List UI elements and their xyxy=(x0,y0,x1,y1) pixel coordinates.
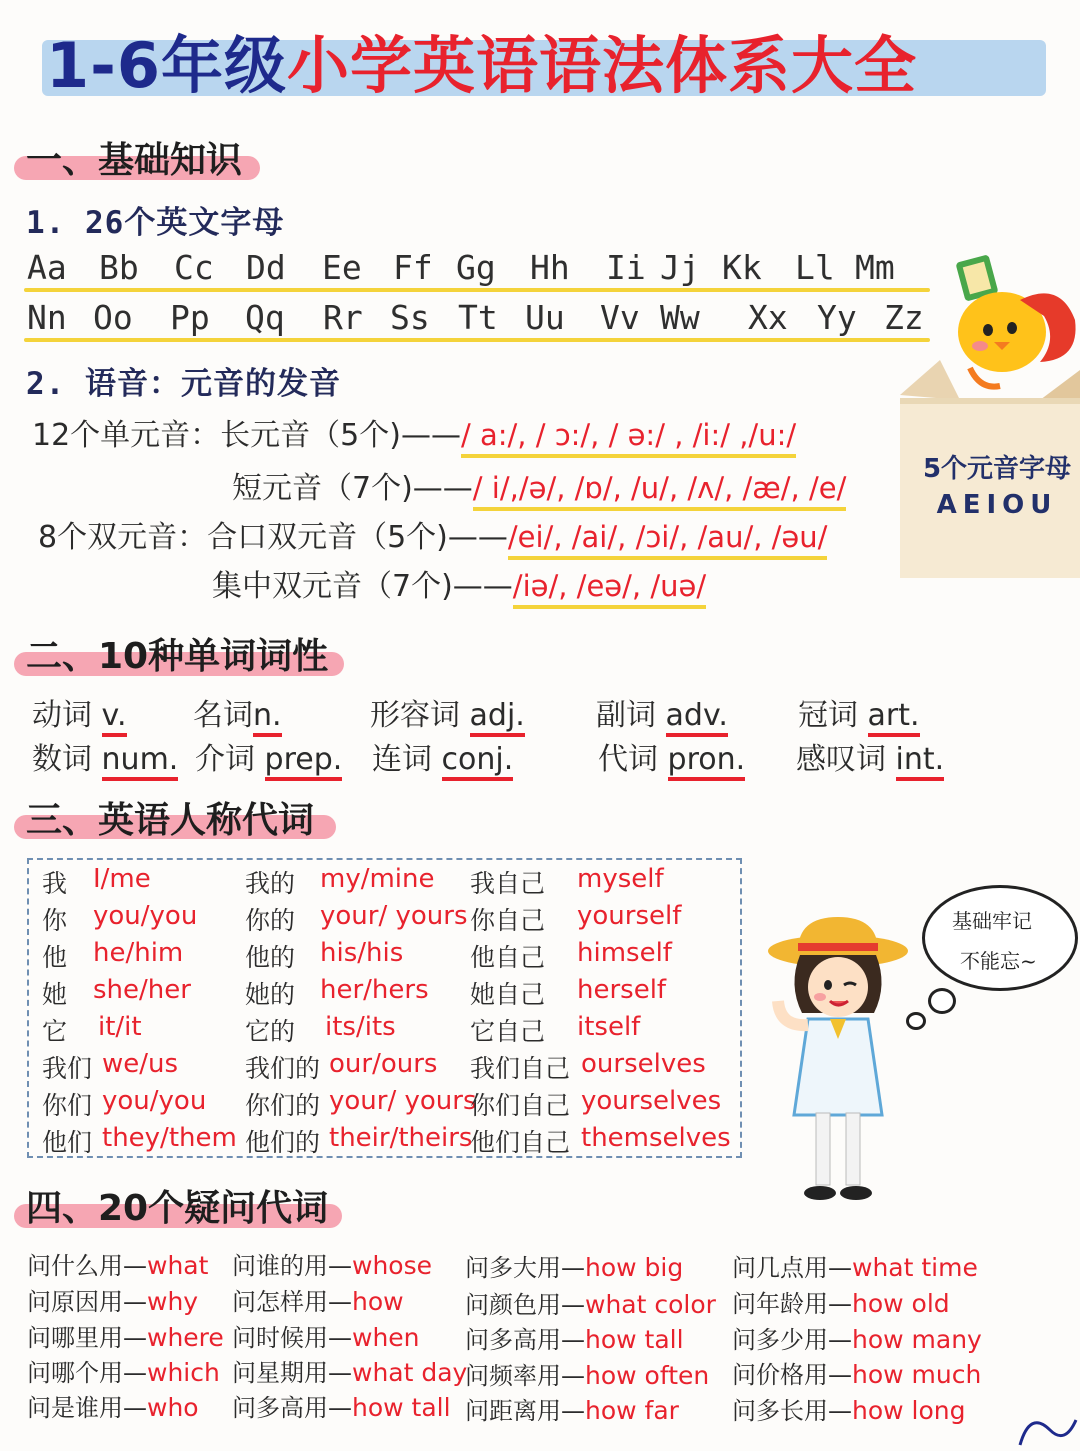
phonetics-label: 集中双元音（7个)—— xyxy=(212,569,513,604)
section-heading-question-words: 四、20个疑问代词 xyxy=(26,1188,329,1229)
possessive-en: his/his xyxy=(320,938,404,968)
phonetic-symbols: / a:/, / ɔ:/, / ə:/ , /i:/ ,/u:/ xyxy=(461,418,796,458)
letter-pair: Gg xyxy=(456,248,496,287)
possessive-zh: 我的 xyxy=(245,869,296,898)
word-class-zh: 感叹词 xyxy=(796,742,886,777)
question-zh: 问距离用— xyxy=(465,1397,585,1425)
question-zh: 问多高用— xyxy=(232,1394,352,1422)
possessive-zh: 它的 xyxy=(245,1017,296,1046)
title-main: 小学英语语法体系大全 xyxy=(287,29,918,102)
word-class-abbr: n. xyxy=(253,698,282,737)
page-title xyxy=(46,16,1066,105)
question-zh: 问原因用— xyxy=(27,1288,147,1316)
word-class-item xyxy=(598,734,745,778)
question-zh: 问价格用— xyxy=(732,1361,852,1389)
phonetics-label: 12个单元音：长元音（5个)—— xyxy=(32,418,461,453)
reflexive-zh: 他自己 xyxy=(470,943,546,972)
question-en: how long xyxy=(852,1396,966,1425)
question-item xyxy=(465,1320,684,1355)
question-zh: 问频率用— xyxy=(465,1362,585,1390)
possessive-en: my/mine xyxy=(320,864,435,894)
question-item xyxy=(465,1285,716,1320)
section-heading-basics: 一、基础知识 xyxy=(26,140,243,181)
question-zh: 问星期用— xyxy=(232,1359,352,1387)
question-en: how big xyxy=(585,1253,684,1282)
question-zh: 问时候用— xyxy=(232,1324,352,1352)
word-class-abbr: pron. xyxy=(668,742,746,781)
question-en: which xyxy=(147,1358,220,1387)
question-zh: 问几点用— xyxy=(732,1254,852,1282)
question-zh: 问多大用— xyxy=(465,1254,585,1282)
word-class-abbr: prep. xyxy=(265,742,343,781)
question-en: how tall xyxy=(585,1325,684,1354)
question-zh: 问什么用— xyxy=(27,1252,147,1280)
letter-pair: Yy xyxy=(817,298,857,337)
word-class-zh: 形容词 xyxy=(370,698,460,733)
girl-mascot-illustration xyxy=(758,915,918,1210)
question-item xyxy=(732,1391,966,1426)
pronoun-en: I/me xyxy=(93,864,151,894)
letter-pair: Pp xyxy=(170,298,210,337)
possessive-en: our/ours xyxy=(329,1049,438,1079)
pronoun-zh: 你们 xyxy=(42,1091,93,1120)
question-en: how old xyxy=(852,1289,950,1318)
phonetic-symbols: / i/,/ə/, /ɒ/, /u/, /ʌ/, /æ/, /e/ xyxy=(473,471,847,511)
question-en: how far xyxy=(585,1396,679,1425)
highlight-line xyxy=(24,288,930,292)
alphabet-row-1 xyxy=(0,248,940,288)
reflexive-zh: 你自己 xyxy=(470,906,546,935)
letter-pair: Bb xyxy=(99,248,139,287)
reflexive-zh: 它自己 xyxy=(470,1017,546,1046)
question-zh: 问哪里用— xyxy=(27,1324,147,1352)
letter-pair: Hh xyxy=(530,248,570,287)
letter-pair: Cc xyxy=(174,248,214,287)
word-class-abbr: adj. xyxy=(470,698,525,737)
word-class-item xyxy=(32,690,127,734)
word-class-abbr: art. xyxy=(868,698,920,737)
letter-pair: Ee xyxy=(322,248,362,287)
word-class-zh: 连词 xyxy=(372,742,432,777)
pronoun-zh: 我 xyxy=(42,869,68,898)
word-class-abbr: v. xyxy=(102,698,127,737)
question-item xyxy=(27,1282,198,1317)
pronoun-zh: 他们 xyxy=(42,1128,93,1157)
word-class-zh: 数词 xyxy=(32,742,92,777)
question-item xyxy=(732,1320,982,1355)
vowel-box-letters: AEIOU xyxy=(936,490,1058,520)
pronoun-en: they/them xyxy=(102,1123,237,1153)
word-class-abbr: num. xyxy=(102,742,179,781)
letter-pair: Ll xyxy=(795,248,835,287)
question-zh: 问多少用— xyxy=(732,1326,852,1354)
word-class-item xyxy=(796,734,944,778)
possessive-en: its/its xyxy=(325,1012,396,1042)
possessive-en: their/theirs xyxy=(329,1123,473,1153)
question-item xyxy=(732,1284,950,1319)
reflexive-en: ourselves xyxy=(581,1049,706,1079)
reflexive-en: himself xyxy=(577,938,672,968)
question-en: why xyxy=(147,1287,199,1316)
corner-doodle xyxy=(1010,1400,1080,1451)
possessive-en: your/ yours xyxy=(320,901,468,931)
letter-pair: Nn xyxy=(27,298,67,337)
question-item xyxy=(732,1355,981,1390)
pronoun-zh: 你 xyxy=(42,906,68,935)
question-zh: 问是谁用— xyxy=(27,1394,147,1422)
letter-pair: Rr xyxy=(323,298,363,337)
question-en: how tall xyxy=(352,1393,451,1422)
question-zh: 问年龄用— xyxy=(732,1290,852,1318)
word-class-item xyxy=(370,690,525,734)
letter-pair: Xx xyxy=(748,298,788,337)
question-zh: 问谁的用— xyxy=(232,1252,352,1280)
question-en: when xyxy=(352,1323,420,1352)
question-item xyxy=(232,1282,404,1317)
reflexive-zh: 他们自己 xyxy=(470,1128,571,1157)
phonetics-line-long xyxy=(32,410,796,454)
letter-pair: Zz xyxy=(884,298,924,337)
question-item xyxy=(732,1248,978,1283)
phonetics-label: 短元音（7个)—— xyxy=(232,471,473,506)
letter-pair: Ff xyxy=(393,248,433,287)
phonetics-line-centering xyxy=(212,561,706,605)
letter-pair: Ii xyxy=(606,248,646,287)
word-class-zh: 介词 xyxy=(195,742,255,777)
word-class-abbr: int. xyxy=(896,742,945,781)
pronoun-en: we/us xyxy=(102,1049,179,1079)
possessive-en: your/ yours xyxy=(329,1086,477,1116)
letter-pair: Aa xyxy=(27,248,67,287)
question-zh: 问多高用— xyxy=(465,1326,585,1354)
question-item xyxy=(27,1246,208,1281)
reflexive-zh: 我们自己 xyxy=(470,1054,571,1083)
pronoun-en: you/you xyxy=(93,901,198,931)
bubble-dot xyxy=(928,988,956,1014)
highlight-line xyxy=(24,338,930,342)
alphabet-row-2 xyxy=(0,298,940,338)
possessive-en: her/hers xyxy=(320,975,429,1005)
reflexive-zh: 她自己 xyxy=(470,980,546,1009)
bubble-line-2: 不能忘~ xyxy=(960,949,1037,973)
question-item xyxy=(232,1388,451,1423)
question-zh: 问多长用— xyxy=(732,1397,852,1425)
speech-bubble xyxy=(922,885,1078,991)
pronoun-rows xyxy=(0,864,740,1157)
alphabet-title: 1. 26个英文字母 xyxy=(26,205,285,241)
title-grade: 1-6年级 xyxy=(46,29,288,102)
question-item xyxy=(465,1391,679,1426)
possessive-zh: 你的 xyxy=(245,906,296,935)
question-item xyxy=(27,1318,224,1353)
phonetics-label: 8个双元音：合口双元音（5个)—— xyxy=(38,520,508,555)
word-class-zh: 副词 xyxy=(596,698,656,733)
letter-pair: Vv xyxy=(600,298,640,337)
possessive-zh: 他的 xyxy=(245,943,296,972)
word-class-item xyxy=(193,690,282,734)
word-class-zh: 动词 xyxy=(32,698,92,733)
question-zh: 问哪个用— xyxy=(27,1359,147,1387)
pronoun-en: you/you xyxy=(102,1086,207,1116)
word-class-item xyxy=(372,734,513,778)
question-en: where xyxy=(147,1323,224,1352)
letter-pair: Ss xyxy=(390,298,430,337)
pronoun-en: she/her xyxy=(93,975,191,1005)
phonetic-symbols: /iə/, /eə/, /uə/ xyxy=(513,569,706,609)
question-item xyxy=(465,1248,683,1283)
question-en: what xyxy=(147,1251,209,1280)
phonetics-title: 2. 语音：元音的发音 xyxy=(26,366,341,402)
pronoun-zh: 我们 xyxy=(42,1054,93,1083)
possessive-zh: 你们的 xyxy=(245,1091,321,1120)
letter-pair: Qq xyxy=(245,298,285,337)
question-item xyxy=(232,1246,432,1281)
word-class-item xyxy=(32,734,178,778)
question-en: how often xyxy=(585,1361,710,1390)
reflexive-en: myself xyxy=(577,864,664,894)
question-zh: 问怎样用— xyxy=(232,1288,352,1316)
question-item xyxy=(27,1388,199,1423)
question-en: how much xyxy=(852,1360,982,1389)
possessive-zh: 我们的 xyxy=(245,1054,321,1083)
reflexive-en: itself xyxy=(577,1012,641,1042)
word-class-zh: 代词 xyxy=(598,742,658,777)
word-class-zh: 冠词 xyxy=(798,698,858,733)
pronoun-en: it/it xyxy=(98,1012,142,1042)
pronoun-zh: 她 xyxy=(42,980,68,1009)
question-zh: 问颜色用— xyxy=(465,1291,585,1319)
question-en: what color xyxy=(585,1290,716,1319)
pronoun-zh: 他 xyxy=(42,943,68,972)
question-en: how many xyxy=(852,1325,982,1354)
letter-pair: Mm xyxy=(855,248,895,287)
pronoun-zh: 它 xyxy=(42,1017,68,1046)
question-item xyxy=(232,1318,420,1353)
letter-pair: Uu xyxy=(525,298,565,337)
letter-pair: Kk xyxy=(722,248,762,287)
question-en: what time xyxy=(852,1253,978,1282)
letter-pair: Jj xyxy=(660,248,700,287)
reflexive-zh: 我自己 xyxy=(470,869,546,898)
reflexive-en: yourself xyxy=(577,901,682,931)
question-en: what day xyxy=(352,1358,468,1387)
word-class-item xyxy=(195,734,342,778)
letter-pair: Ww xyxy=(660,298,700,337)
letter-pair: Tt xyxy=(458,298,498,337)
question-item xyxy=(232,1353,467,1388)
question-item xyxy=(27,1353,220,1388)
reflexive-zh: 你们自己 xyxy=(470,1091,571,1120)
phonetic-symbols: /ei/, /ai/, /ɔi/, /au/, /əu/ xyxy=(508,520,828,560)
section-heading-pronouns: 三、英语人称代词 xyxy=(26,800,315,841)
word-class-item xyxy=(596,690,728,734)
word-class-item xyxy=(798,690,920,734)
letter-pair: Dd xyxy=(246,248,286,287)
reflexive-en: themselves xyxy=(581,1123,731,1153)
question-en: whose xyxy=(352,1251,432,1280)
phonetics-line-short xyxy=(232,463,846,507)
phonetics-line-closing xyxy=(38,512,827,556)
section-heading-word-classes: 二、10种单词词性 xyxy=(26,636,329,677)
reflexive-en: herself xyxy=(577,975,667,1005)
question-item xyxy=(465,1356,709,1391)
vowel-box-title: 5个元音字母 xyxy=(922,454,1072,484)
question-en: how xyxy=(352,1287,404,1316)
pronoun-en: he/him xyxy=(93,938,184,968)
word-class-abbr: conj. xyxy=(442,742,514,781)
word-class-zh: 名词 xyxy=(193,698,253,733)
possessive-zh: 他们的 xyxy=(245,1128,321,1157)
possessive-zh: 她的 xyxy=(245,980,296,1009)
reflexive-en: yourselves xyxy=(581,1086,722,1116)
bubble-line-1: 基础牢记 xyxy=(952,909,1032,933)
word-class-abbr: adv. xyxy=(666,698,728,737)
question-en: who xyxy=(147,1393,199,1422)
letter-pair: Oo xyxy=(93,298,133,337)
